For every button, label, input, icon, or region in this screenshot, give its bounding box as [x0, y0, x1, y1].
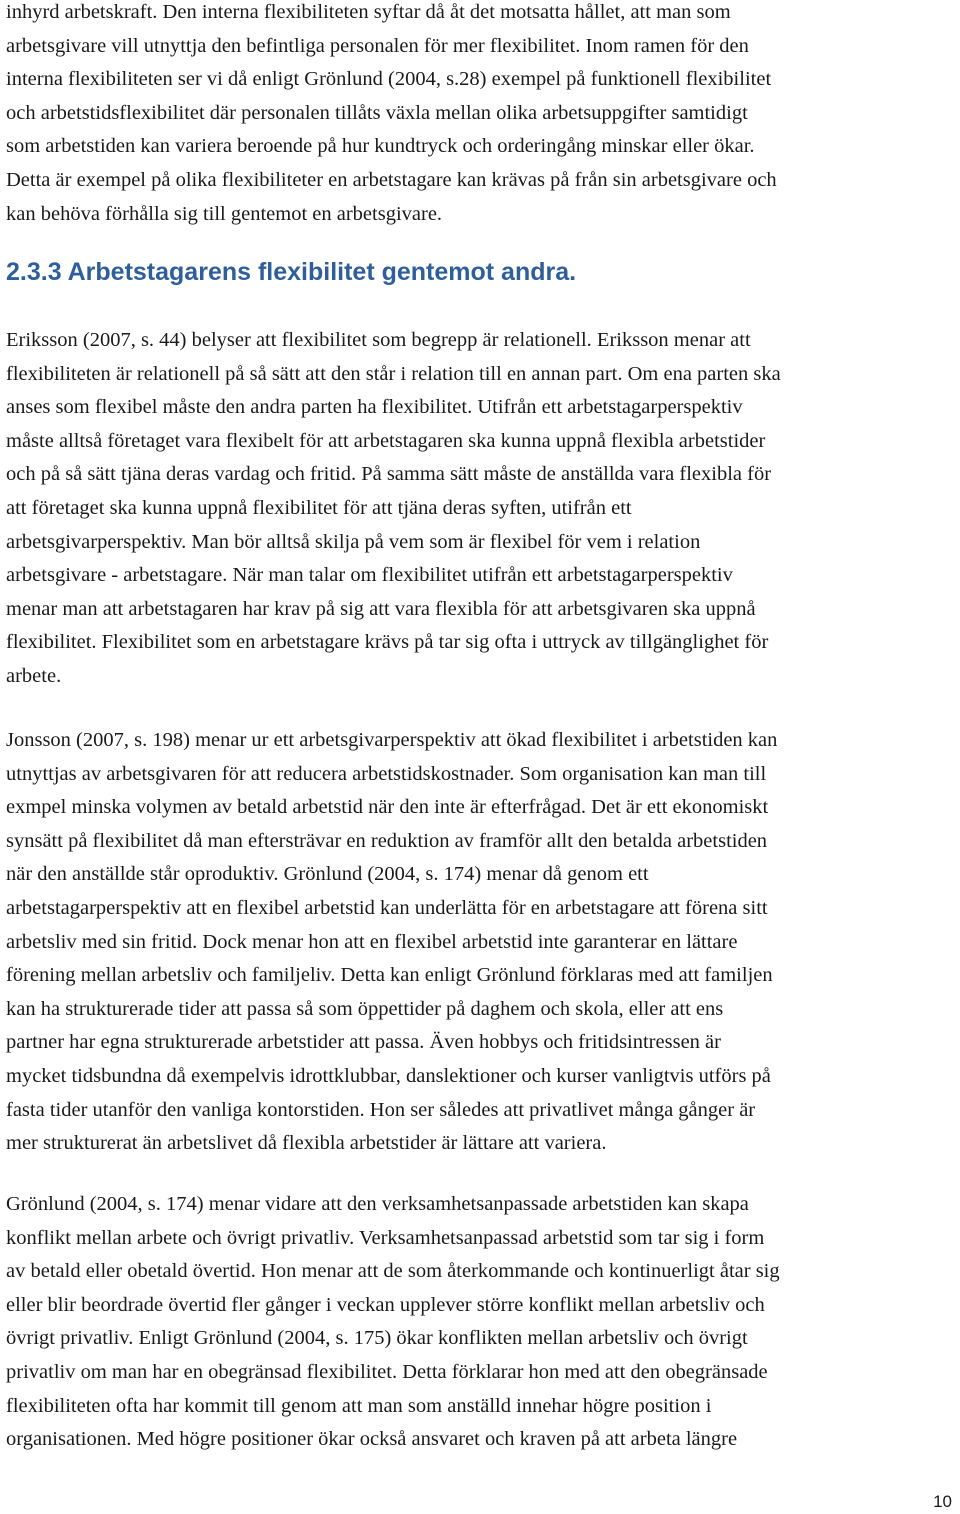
text-line: och arbetstidsflexibilitet där personalen tillåts växla mellan olika arbetsuppgifter samtidigt — [6, 101, 748, 124]
text-line: flexibilitet. Flexibilitet som en arbetstagare krävs på tar sig ofta i uttryck av tillgänglighet för — [6, 631, 769, 654]
text-line: när den anställde står oproduktiv. Grönlund (2004, s. 174) menar då genom ett — [6, 863, 649, 886]
text-line: mycket tidsbundna då exempelvis idrottklubbar, danslektioner och kurser vanligtvis utförs på — [6, 1064, 771, 1087]
text-line: Jonsson (2007, s. 198) menar ur ett arbetsgivarperspektiv att ökad flexibilitet i arbetstiden kan — [6, 729, 778, 751]
text-line: anses som flexibel måste den andra parten ha flexibilitet. Utifrån ett arbetstagarperspektiv — [6, 396, 743, 419]
text-line: synsätt på flexibilitet då man eftersträvar en reduktion av framför allt den betalda arbetstiden — [6, 829, 768, 852]
text-line: arbete. — [6, 664, 62, 687]
text-line: exmpel minska volymen av betald arbetstid när den inte är efterfrågad. Det är ett ekonomiskt — [6, 796, 769, 819]
text-line: kan ha strukturerade tider att passa så som öppettider på daghem och skola, eller att ens — [6, 997, 724, 1020]
text-line: organisationen. Med högre positioner ökar också ansvaret och kraven på att arbeta längre — [6, 1428, 738, 1451]
text-line: att företaget ska kunna uppnå flexibilitet för att tjäna deras syften, utifrån ett — [6, 496, 632, 519]
page-number: 10 — [933, 1492, 952, 1511]
text-line: arbetsgivare - arbetstagare. När man talar om flexibilitet utifrån ett arbetstagarperspektiv — [6, 564, 733, 587]
paragraph-jonsson — [6, 724, 960, 1161]
text-line: eller blir beordrade övertid fler gånger i veckan upplever större konflikt mellan arbetsliv och — [6, 1293, 765, 1316]
text-line: inhyrd arbetskraft. Den interna flexibiliteten syftar då åt det motsatta hållet, att man som — [6, 1, 731, 23]
text-line: förening mellan arbetsliv och familjeliv. Detta kan enligt Grönlund förklaras med att familjen — [6, 964, 773, 987]
text-line: fasta tider utanför den vanliga kontorstiden. Hon ser således att privatlivet många gånger är — [6, 1098, 756, 1121]
text-line: arbetsliv med sin fritid. Dock menar hon att en flexibel arbetstid inte garanterar en lättare — [6, 930, 738, 953]
text-line: kan behöva förhålla sig till gentemot en arbetsgivare. — [6, 202, 443, 225]
text-line: Detta är exempel på olika flexibiliteter en arbetstagare kan krävas på från sin arbetsgivare och — [6, 168, 777, 191]
text-line: av betald eller obetald övertid. Hon menar att de som återkommande och kontinuerligt åtar sig — [6, 1260, 780, 1283]
paragraph-eriksson — [6, 324, 960, 694]
text-line: konflikt mellan arbete och övrigt privatliv. Verksamhetsanpassad arbetstid som tar sig i form — [6, 1226, 765, 1249]
text-line: flexibiliteten ofta har kommit till genom att man som anställd innehar högre position i — [6, 1394, 712, 1417]
text-line: och på så sätt tjäna deras vardag och fritid. På samma sätt måste de anställda vara flexibla för — [6, 463, 772, 486]
text-line: mer strukturerat än arbetslivet då flexibla arbetstider är lättare att variera. — [6, 1132, 607, 1155]
section-heading: 2.3.3 Arbetstagarens flexibilitet gentemot andra. — [6, 258, 577, 286]
text-line: arbetsgivarperspektiv. Man bör alltså skilja på vem som är flexibel för vem i relation — [6, 530, 701, 553]
text-line: som arbetstiden kan variera beroende på hur kundtryck och orderingång minskar eller ökar. — [6, 135, 755, 158]
text-line: arbetsgivare vill utnyttja den befintliga personalen för mer flexibilitet. Inom ramen för den — [6, 34, 749, 57]
text-line: flexibiliteten är relationell på så sätt att den står i relation till en annan part. Om ena parten ska — [6, 362, 781, 385]
text-line: övrigt privatliv. Enligt Grönlund (2004, s. 175) ökar konflikten mellan arbetsliv och övrigt — [6, 1327, 748, 1350]
text-line: interna flexibiliteten ser vi då enligt Grönlund (2004, s.28) exempel på funktionell flexibilitet — [6, 68, 772, 91]
paragraph-intro — [6, 0, 960, 231]
text-line: utnyttjas av arbetsgivaren för att reducera arbetstidskostnader. Som organisation kan man till — [6, 762, 767, 785]
text-line: Grönlund (2004, s. 174) menar vidare att den verksamhetsanpassade arbetstiden kan skapa — [6, 1193, 749, 1215]
text-line: menar man att arbetstagaren har krav på sig att vara flexibla för att arbetsgivaren ska uppnå — [6, 597, 756, 620]
text-line: måste alltså företaget vara flexibelt för att arbetstagaren ska kunna uppnå flexibla arbetstider — [6, 429, 766, 452]
text-line: Eriksson (2007, s. 44) belyser att flexibilitet som begrepp är relationell. Eriksson menar att — [6, 329, 751, 351]
text-line: privatliv om man har en obegränsad flexibilitet. Detta förklarar hon med att den obegränsade — [6, 1360, 768, 1383]
paragraph-gronlund — [6, 1188, 960, 1457]
text-line: partner har egna strukturerade arbetstider att passa. Även hobbys och fritidsintressen är — [6, 1031, 721, 1054]
text-line: arbetstagarperspektiv att en flexibel arbetstid kan underlätta för en arbetstagare att förena sitt — [6, 896, 768, 919]
